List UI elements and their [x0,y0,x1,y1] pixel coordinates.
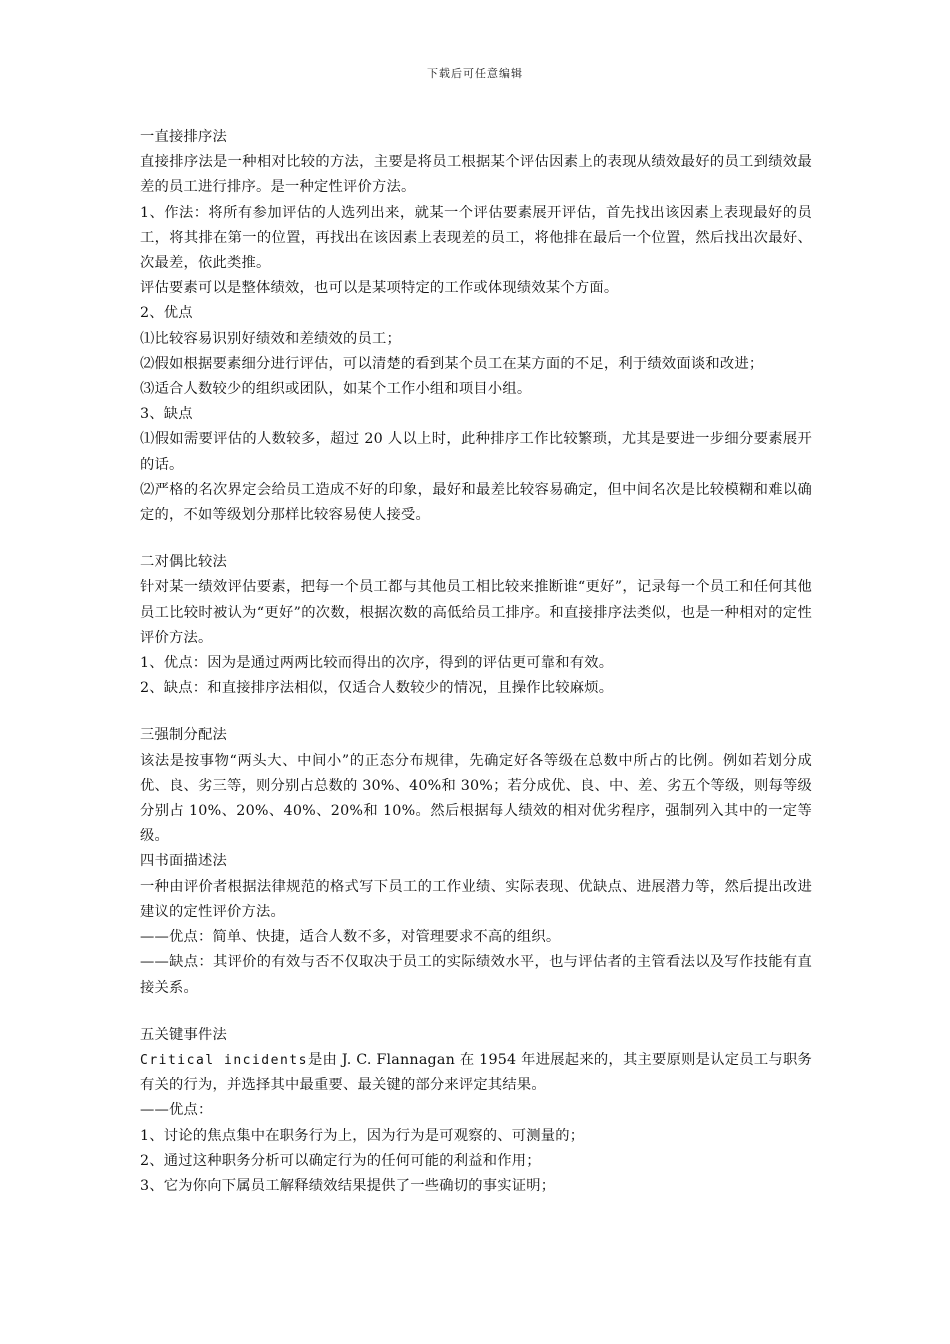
section-title: 三强制分配法 [140,727,227,744]
paragraph: 2、通过这种职务分析可以确定行为的任何可能的利益和作用； [140,1152,541,1169]
section-gap [140,1001,812,1023]
paragraph: 3、缺点 [140,406,193,423]
section-title: 一直接排序法 [140,129,227,145]
paragraph [140,1048,812,1098]
document-body [140,125,812,1199]
section-gap [140,528,812,550]
paragraph: ⑵假如根据要素细分进行评估，可以清楚的看到某个员工在某方面的不足，利于绩效面谈和改进； [140,355,764,372]
paragraph: 直接排序法是一种相对比较的方法，主要是将员工根据某个评估因素上的表现从绩效最好的员工到绩效最差的员工进行排序。是一种定性评价方法。 [140,154,812,196]
paragraph: ⑶适合人数较少的组织或团队，如某个工作小组和项目小组。 [140,381,532,398]
paragraph: 针对某一绩效评估要素，把每一个员工都与其他员工相比较来推断谁“更好”，记录每一个员工和任何其他员工比较时被认为“更好”的次数，根据次数的高低给员工排序。和直接排序法类似，也是一种相对的定性评价方法。 [140,579,812,646]
paragraph: 该法是按事物“两头大、中间小”的正态分布规律，先确定好各等级在总数中所占的比例。例如若划分成优、良、劣三等，则分别占总数的 30%、40%和 30%；若分成优、良、中、差、劣五个等级，则每等级分别占 10%、20%、40%、20%和 10%。然后根据每人绩效的相对优劣程序，强制列入其中的一定等级。 [140,752,812,845]
paragraph: ⑴假如需要评估的人数较多，超过 20 人以上时，此种排序工作比较繁琐，尤其是要进一步细分要素展开的话。 [140,431,812,473]
paragraph: ——缺点：其评价的有效与否不仅取决于员工的实际绩效水平，也与评估者的主管看法以及写作技能有直接关系。 [140,954,812,996]
paragraph: 2、优点 [140,305,193,322]
section-gap [140,701,812,723]
english-term: Critical incidents [140,1052,308,1068]
section-title: 四书面描述法 [140,853,227,870]
paragraph: ——优点： [140,1102,213,1119]
paragraph: ⑵严格的名次界定会给员工造成不好的印象，最好和最差比较容易确定，但中间名次是比较模糊和难以确定的，不如等级划分那样比较容易使人接受。 [140,481,812,524]
paragraph: 3、它为你向下属员工解释绩效结果提供了一些确切的事实证明； [140,1177,556,1194]
paragraph: ——优点：简单、快捷，适合人数不多，对管理要求不高的组织。 [140,929,561,946]
paragraph: ⑴比较容易识别好绩效和差绩效的员工； [140,330,401,347]
paragraph-text: 是由 J. C. Flannagan 在 1954 年进展起来的，其主要原则是认定员工与职务有关的行为，并选择其中最重要、最关键的部分来评定其结果。 [140,1051,812,1094]
section-title: 五关键事件法 [140,1026,227,1043]
section-title: 二对偶比较法 [140,554,227,571]
paragraph: 1、作法：将所有参加评估的人选列出来，就某一个评估要素展开评估，首先找出该因素上表现最好的员工，将其排在第一的位置，再找出在该因素上表现差的员工，将他排在最后一个位置，然后找出次最好、次最差，依此类推。 [140,204,812,272]
paragraph: 2、缺点：和直接排序法相似，仅适合人数较少的情况，且操作比较麻烦。 [140,680,614,697]
paragraph: 一种由评价者根据法律规范的格式写下员工的工作业绩、实际表现、优缺点、进展潜力等，然后提出改进建议的定性评价方法。 [140,878,812,920]
paragraph: 1、优点：因为是通过两两比较而得出的次序，得到的评估更可靠和有效。 [140,655,614,672]
paragraph: 1、讨论的焦点集中在职务行为上，因为行为是可观察的、可测量的； [140,1127,585,1144]
page-header: 下载后可任意编辑 [427,67,523,80]
paragraph: 评估要素可以是整体绩效，也可以是某项特定的工作或体现绩效某个方面。 [140,280,619,297]
